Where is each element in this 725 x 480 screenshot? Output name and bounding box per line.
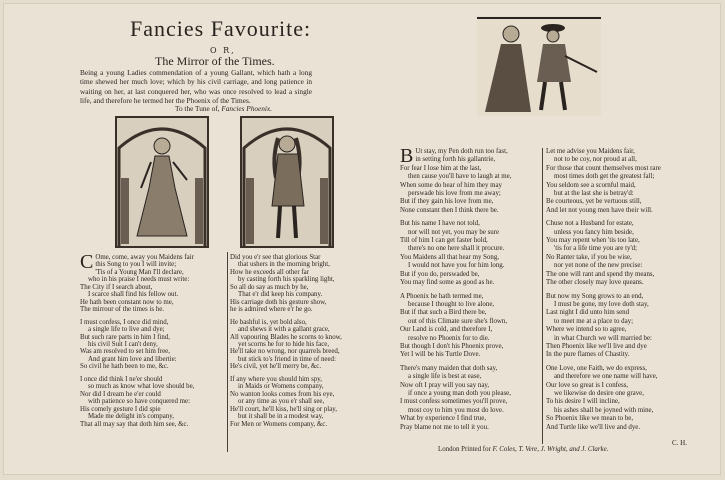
verse-line: So Phoenix like we mean to be, (546, 415, 634, 423)
verse-line: most times doth get the greatest fall; (554, 173, 655, 181)
verse-line: The mirrour of the times is he. (80, 306, 165, 314)
verse-line: nor yet none of the new precise: (554, 262, 643, 270)
verse-line: Yet I will be his Turtle Dove. (400, 351, 481, 359)
stanza (230, 319, 342, 371)
imprint (438, 446, 608, 453)
woodcut-lady (115, 116, 209, 248)
verse-line: a single life to live and dye; (88, 326, 165, 334)
verse-line: but it shall be in a modest way, (238, 413, 324, 421)
verse-line: Last night I did unto him send (546, 309, 630, 317)
verse-line: most coy to him you most do love. (408, 406, 504, 414)
column-left (80, 251, 195, 433)
verse-line: And Turtle like we'll live and dye. (546, 423, 641, 431)
verse-line: He bashful is, yet bold also, (230, 318, 307, 326)
subtitle: The Mirror of the Times. (155, 54, 275, 68)
verse-line: I must confess sometimes you'll prove, (400, 398, 508, 406)
column-right-1 (400, 145, 512, 437)
verse-line: nor will not yet, you may be sure (408, 228, 500, 236)
author-initials: C. H. (672, 439, 687, 447)
verse-line: in Maids or Womens company, (238, 383, 324, 391)
verse-line: 'tis for a life time you are ty'd; (554, 245, 638, 253)
verse-line: Was am resolved to set him free, (80, 348, 170, 356)
verse-line: Let me advise you Maidens fair, (546, 148, 635, 155)
verse-line: The one will rant and spend thy means, (546, 270, 655, 278)
verse-line: his ashes shall be joyned with mine, (554, 406, 654, 414)
stanza (230, 254, 342, 314)
verse-line: he is admired where e'r he go. (230, 306, 313, 314)
verse-line: And let not young men have their will. (546, 206, 653, 214)
verse-line: For fear I lose him at the last, (400, 164, 482, 172)
imprint-prefix: London Printed for (438, 446, 493, 453)
verse-line: that ushers in the morning bright, (238, 261, 330, 269)
verse-line: For Men or Womens company, &c. (230, 420, 328, 428)
verse-line: His comely gesture I did spie (80, 405, 161, 413)
verse-line: his civil Suit I can't deny, (88, 340, 158, 348)
verse-line: How he exceeds all other far (230, 268, 310, 276)
verse-line: The City if I search about, (80, 283, 153, 291)
stanza (400, 293, 511, 360)
stanza (546, 148, 661, 215)
verse-line: 'Tis of a Young Man I'll declare, (95, 268, 184, 276)
verse-line: No wanton looks comes from his eye, (230, 390, 335, 398)
verse-line: resolve no Phoenix for to die. (408, 334, 490, 342)
verse-line: Chuse not a Husband for estate, (546, 220, 634, 228)
imprint-names: F. Coles, T. Vere, J. Wright, and J. Clarke. (492, 446, 609, 453)
verse-line: He hath been constant now to me, (80, 298, 174, 306)
verse-line: by casting forth his sparkling light, (238, 276, 335, 284)
verse-line: and therefore we one name will have, (554, 373, 658, 381)
verse-line: I scarce shall find his fellow out. (88, 291, 179, 299)
verse-line: But if you do, perswaded be, (400, 270, 480, 278)
stanza (80, 251, 194, 314)
stanza (546, 220, 661, 287)
verse-line: There's many maiden that doth say, (400, 364, 498, 372)
column-right-2 (546, 148, 661, 437)
ballad-title: Fancies Favourite: (130, 16, 312, 41)
verse-line: if once a young man doth you please, (408, 389, 511, 397)
description: Being a young Ladies commendation of a young Gallant, which hath a long time shewed her much love; which by his civil carriage, and long patience in waiting on her, at last conquered her, who was once resolved to lead a single life, and therefore he termed her the Phoenix of the Times. (80, 68, 312, 105)
verse-line: To his desire I will incline, (546, 398, 620, 406)
stanza (546, 293, 661, 360)
column-rule (542, 148, 543, 444)
tune-prefix: To the Tune of, (175, 104, 222, 113)
drop-cap: C (80, 251, 94, 273)
verse-line: Ut stay, my Pen doth run too fast, (415, 148, 508, 155)
verse-line: this Song to you I will invite; (95, 261, 177, 269)
verse-line: If any where you should him spy, (230, 375, 322, 383)
verse-line: Ome, come, away you Maidens fair (95, 254, 194, 261)
verse-line: He'll court, he'll kiss, he'll sing or play, (230, 405, 338, 413)
verse-line: That all may say that doth him see, &c. (80, 420, 189, 428)
verse-line: Now oft I pray will you say nay, (400, 381, 490, 389)
verse-line: You Maidens all that hear my Song, (400, 253, 500, 261)
verse-line: You may repent when 'tis too late, (546, 237, 640, 245)
verse-line: But if they gain his love from me, (400, 198, 494, 206)
verse-line: Made me delight in's company, (88, 413, 174, 421)
column-rule (227, 252, 228, 452)
column-middle (230, 254, 342, 433)
verse-line: He's civil, yet he'll merry be, &c. (230, 363, 322, 371)
verse-line: You may find some as good as he. (400, 279, 495, 287)
verse-line: not to be coy, nor proud at all, (554, 156, 637, 164)
verse-line: The other closely may love queans. (546, 279, 644, 287)
verse-line: But if that such a Bird there be, (400, 309, 487, 317)
verse-line: All vapouring Blades he scorns to know, (230, 333, 342, 341)
verse-line: Did you e'r see that glorious Star (230, 254, 321, 261)
verse-line: so much as know what love should be, (88, 383, 195, 391)
verse-line: in what Church we will married be: (554, 334, 652, 342)
verse-line: A Phoenix he hath termed me, (400, 292, 484, 300)
verse-line: to meet me at a place to day; (554, 317, 634, 325)
verse-line: And grant him love and libertie: (88, 355, 177, 363)
verse-line: I must be gone, my love doth stay, (554, 300, 649, 308)
verse-line: But his name I have not told, (400, 220, 480, 228)
stanza (546, 365, 661, 432)
stanza (400, 145, 512, 215)
verse-line: I once did think I ne'er should (80, 375, 163, 383)
woodcut-couple (477, 16, 601, 116)
verse-line: and shews it with a gallant grace, (238, 326, 330, 334)
verse-line: You seldom see a scornful maid, (546, 181, 636, 189)
verse-line: For those that count themselves most rare (546, 164, 661, 172)
verse-line: But though I don't his Phoenix prove, (400, 342, 504, 350)
verse-line: None constant then I think there be. (400, 206, 499, 214)
verse-line: there's no one here shall it procure. (408, 245, 505, 253)
stanza (80, 376, 194, 428)
verse-line: with patience so have conquered me: (88, 398, 190, 406)
verse-line: So all do say as much by he, (230, 283, 309, 291)
verse-line: Where we intend so to agree, (546, 326, 627, 334)
verse-line: I must confess, I once did mind, (80, 318, 169, 326)
drop-cap: B (400, 145, 414, 167)
verse-line: So civil he hath been to me, &c. (80, 363, 169, 371)
verse-line: One Love, one Faith, we do express, (546, 364, 647, 372)
verse-line: unless you fancy him beside, (554, 228, 634, 236)
verse-line: yet scorns he for to hide his face, (238, 340, 330, 348)
verse-line: out of this Climate sure she's flown, (408, 317, 508, 325)
verse-line: What by experience I find true, (400, 415, 487, 423)
verse-line: His carriage doth his gesture show, (230, 298, 327, 306)
verse-line: Our love so great is I confess, (546, 381, 629, 389)
verse-line: in setting forth his gallantrie, (415, 156, 496, 164)
verse-line: or any time as you e'r shall see, (238, 398, 325, 406)
verse-line: but stick to's friend in time of need: (238, 355, 336, 363)
verse-line: Till of him I can get faster hold, (400, 237, 488, 245)
tune-line (175, 104, 272, 113)
verse-line: He'll take no wrong, nor quarrels breed, (230, 348, 340, 356)
verse-line: we likewise do desire one grave, (554, 389, 644, 397)
verse-line: No Ranter take, if you be wise, (546, 253, 632, 261)
verse-line: Our Land is cold, and therefore I, (400, 326, 493, 334)
verse-line: then cause you'll have to laugh at me, (408, 173, 512, 181)
verse-line: but at the last she is betray'd: (554, 190, 634, 198)
verse-line: But now my Song grows to an end, (546, 292, 644, 300)
verse-line: who in his praise I needs must write: (88, 276, 190, 284)
woodcut-gallant (240, 116, 334, 248)
verse-line: Nor did I dream he e'er could (80, 390, 161, 398)
stanza (80, 319, 194, 371)
verse-line: because I thought to live alone, (408, 300, 495, 308)
tune-name: Fancies Phoenix. (221, 104, 272, 113)
verse-line: In the pure flames of Chastity. (546, 351, 630, 359)
verse-line: When some do hear of him they may (400, 181, 502, 189)
verse-line: a single life is best at ease, (408, 373, 482, 381)
verse-line: That e'r did keep his company. (238, 291, 323, 299)
verse-line: I would not have you for him long. (408, 262, 505, 270)
verse-line: Be courteous, yet be vertuous still, (546, 198, 642, 206)
verse-line: perswade his love from me away; (408, 190, 501, 198)
verse-line: Then Phoenix like we'll live and dye (546, 342, 647, 350)
verse-line: But such rare parts in him I find, (80, 333, 170, 341)
or-label: O R, (210, 46, 236, 55)
verse-line: Pray blame not me to tell it you. (400, 423, 489, 431)
stanza (400, 220, 511, 287)
stanza (400, 365, 511, 432)
stanza (230, 376, 342, 428)
